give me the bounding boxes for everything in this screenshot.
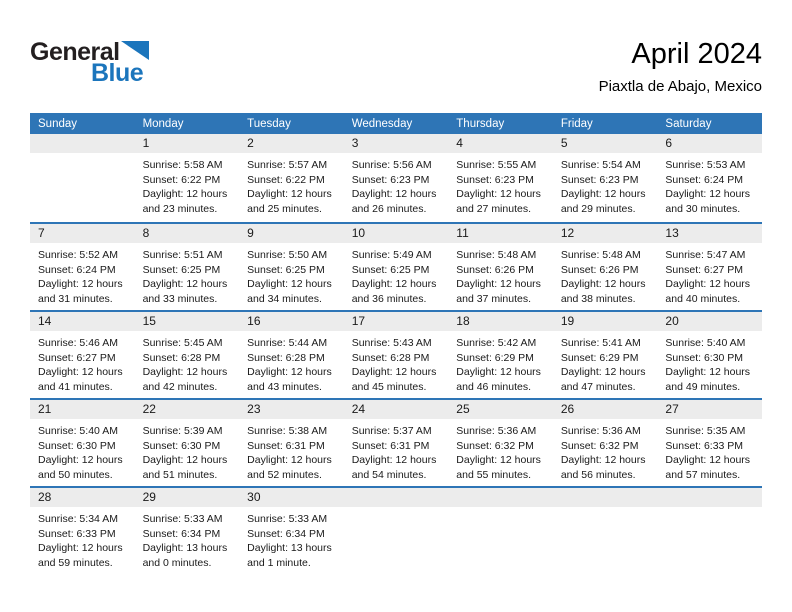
sunrise-text: Sunrise: 5:36 AM [560, 425, 641, 437]
sunrise-text: Sunrise: 5:48 AM [456, 249, 537, 261]
day-cell-2 [239, 134, 344, 222]
day-number: 27 [657, 400, 762, 419]
sunrise-text: Sunrise: 5:42 AM [456, 337, 537, 349]
daylight-text: Daylight: 12 hours and 31 minutes. [38, 278, 123, 305]
day-cell-empty [553, 488, 658, 586]
day-number: 11 [448, 224, 553, 243]
daylight-text: Daylight: 12 hours and 33 minutes. [142, 278, 228, 305]
day-cell-18 [448, 312, 553, 398]
daylight-text: Daylight: 12 hours and 30 minutes. [665, 188, 751, 215]
day-cell-6 [657, 134, 762, 222]
day-info [239, 153, 344, 216]
day-cell-13 [657, 224, 762, 310]
daylight-text: Daylight: 12 hours and 34 minutes. [247, 278, 332, 305]
day-cell-14 [30, 312, 135, 398]
daylight-text: Daylight: 12 hours and 50 minutes. [38, 454, 123, 481]
week-row [30, 222, 762, 310]
daylight-text: Daylight: 12 hours and 23 minutes. [142, 188, 228, 215]
day-number: 20 [657, 312, 762, 331]
sunrise-text: Sunrise: 5:40 AM [38, 425, 118, 437]
day-cell-8 [135, 224, 240, 310]
day-number: 18 [448, 312, 553, 331]
week-row [30, 398, 762, 486]
sunset-text: Sunset: 6:27 PM [665, 263, 744, 276]
day-cell-15 [135, 312, 240, 398]
day-cell-20 [657, 312, 762, 398]
sunrise-text: Sunrise: 5:52 AM [38, 249, 118, 261]
sunrise-text: Sunrise: 5:41 AM [560, 337, 641, 349]
sunset-text: Sunset: 6:28 PM [351, 351, 430, 364]
day-info [135, 243, 240, 306]
day-number [30, 134, 135, 153]
location-subtitle: Piaxtla de Abajo, Mexico [598, 78, 762, 95]
daylight-text: Daylight: 12 hours and 59 minutes. [38, 542, 123, 569]
sunset-text: Sunset: 6:33 PM [665, 439, 744, 452]
sunrise-text: Sunrise: 5:55 AM [456, 159, 537, 171]
daylight-text: Daylight: 12 hours and 52 minutes. [247, 454, 332, 481]
sunset-text: Sunset: 6:29 PM [456, 351, 534, 364]
sunset-text: Sunset: 6:31 PM [351, 439, 430, 452]
sunset-text: Sunset: 6:34 PM [247, 527, 325, 540]
day-cell-25 [448, 400, 553, 486]
daylight-text: Daylight: 12 hours and 36 minutes. [351, 278, 437, 305]
daylight-text: Daylight: 12 hours and 56 minutes. [560, 454, 646, 481]
daylight-text: Daylight: 12 hours and 57 minutes. [665, 454, 751, 481]
day-cell-5 [553, 134, 658, 222]
sunset-text: Sunset: 6:32 PM [560, 439, 639, 452]
day-info [553, 243, 658, 306]
daylight-text: Daylight: 12 hours and 29 minutes. [560, 188, 646, 215]
weekday-label-friday: Friday [560, 117, 593, 130]
week-row [30, 134, 762, 222]
sunset-text: Sunset: 6:27 PM [38, 351, 116, 364]
sunrise-text: Sunrise: 5:46 AM [38, 337, 118, 349]
daylight-text: Daylight: 12 hours and 43 minutes. [247, 366, 332, 393]
week-row [30, 310, 762, 398]
day-cell-empty [657, 488, 762, 586]
day-number: 24 [344, 400, 449, 419]
sunset-text: Sunset: 6:23 PM [560, 173, 639, 186]
sunrise-text: Sunrise: 5:34 AM [38, 513, 118, 525]
sunrise-text: Sunrise: 5:39 AM [142, 425, 223, 437]
day-number: 14 [30, 312, 135, 331]
weekday-label-wednesday: Wednesday [351, 117, 413, 130]
daylight-text: Daylight: 12 hours and 25 minutes. [247, 188, 332, 215]
day-info [553, 153, 658, 216]
daylight-text: Daylight: 12 hours and 42 minutes. [142, 366, 228, 393]
day-info [553, 331, 658, 394]
sunrise-text: Sunrise: 5:40 AM [665, 337, 746, 349]
sunset-text: Sunset: 6:30 PM [142, 439, 221, 452]
day-number: 21 [30, 400, 135, 419]
day-cell-12 [553, 224, 658, 310]
daylight-text: Daylight: 12 hours and 41 minutes. [38, 366, 123, 393]
day-number [344, 488, 449, 507]
day-number: 5 [553, 134, 658, 153]
day-info [135, 331, 240, 394]
sunrise-text: Sunrise: 5:58 AM [142, 159, 223, 171]
day-info [239, 419, 344, 482]
page-title: April 2024 [631, 38, 762, 70]
day-number: 15 [135, 312, 240, 331]
sunset-text: Sunset: 6:24 PM [665, 173, 744, 186]
daylight-text: Daylight: 12 hours and 54 minutes. [351, 454, 437, 481]
sunrise-text: Sunrise: 5:43 AM [351, 337, 432, 349]
day-info [448, 153, 553, 216]
day-info [448, 419, 553, 482]
daylight-text: Daylight: 12 hours and 37 minutes. [456, 278, 541, 305]
day-number [553, 488, 658, 507]
day-cell-28 [30, 488, 135, 586]
day-info [448, 331, 553, 394]
daylight-text: Daylight: 12 hours and 55 minutes. [456, 454, 541, 481]
day-info [448, 507, 553, 512]
day-cell-empty [30, 134, 135, 222]
sunset-text: Sunset: 6:29 PM [560, 351, 639, 364]
sunrise-text: Sunrise: 5:33 AM [142, 513, 223, 525]
weekday-label-saturday: Saturday [665, 117, 712, 130]
day-cell-7 [30, 224, 135, 310]
sunrise-text: Sunrise: 5:45 AM [142, 337, 223, 349]
day-cell-empty [448, 488, 553, 586]
sunrise-text: Sunrise: 5:49 AM [351, 249, 432, 261]
day-cell-17 [344, 312, 449, 398]
sunrise-text: Sunrise: 5:44 AM [247, 337, 328, 349]
daylight-text: Daylight: 12 hours and 47 minutes. [560, 366, 646, 393]
day-number: 2 [239, 134, 344, 153]
day-number: 10 [344, 224, 449, 243]
weekday-label-monday: Monday [142, 117, 184, 130]
weekday-label-sunday: Sunday [38, 117, 78, 130]
sunrise-text: Sunrise: 5:36 AM [456, 425, 537, 437]
day-cell-4 [448, 134, 553, 222]
day-number: 6 [657, 134, 762, 153]
day-cell-10 [344, 224, 449, 310]
sunset-text: Sunset: 6:30 PM [38, 439, 116, 452]
day-cell-23 [239, 400, 344, 486]
general-blue-logo [30, 36, 149, 86]
day-info [30, 331, 135, 394]
sunset-text: Sunset: 6:26 PM [456, 263, 534, 276]
day-number: 22 [135, 400, 240, 419]
weekday-header-row [30, 113, 762, 134]
day-cell-26 [553, 400, 658, 486]
day-number: 28 [30, 488, 135, 507]
daylight-text: Daylight: 12 hours and 38 minutes. [560, 278, 646, 305]
daylight-text: Daylight: 12 hours and 46 minutes. [456, 366, 541, 393]
day-cell-24 [344, 400, 449, 486]
day-info [344, 419, 449, 482]
sunrise-text: Sunrise: 5:54 AM [560, 159, 641, 171]
sunset-text: Sunset: 6:23 PM [351, 173, 430, 186]
day-cell-22 [135, 400, 240, 486]
day-number [657, 488, 762, 507]
day-number: 3 [344, 134, 449, 153]
daylight-text: Daylight: 12 hours and 45 minutes. [351, 366, 437, 393]
sunrise-text: Sunrise: 5:51 AM [142, 249, 223, 261]
daylight-text: Daylight: 12 hours and 27 minutes. [456, 188, 541, 215]
day-info [448, 243, 553, 306]
sunset-text: Sunset: 6:32 PM [456, 439, 534, 452]
sunset-text: Sunset: 6:26 PM [560, 263, 639, 276]
day-number: 26 [553, 400, 658, 419]
day-info [657, 507, 762, 512]
sunrise-text: Sunrise: 5:35 AM [665, 425, 746, 437]
day-info [657, 243, 762, 306]
day-number: 8 [135, 224, 240, 243]
day-info [30, 243, 135, 306]
day-info [239, 507, 344, 570]
daylight-text: Daylight: 13 hours and 0 minutes. [142, 542, 228, 569]
day-cell-29 [135, 488, 240, 586]
weekday-label-tuesday: Tuesday [247, 117, 291, 130]
sunrise-text: Sunrise: 5:38 AM [247, 425, 328, 437]
day-number: 4 [448, 134, 553, 153]
sunset-text: Sunset: 6:25 PM [247, 263, 325, 276]
sunset-text: Sunset: 6:25 PM [142, 263, 221, 276]
sunset-text: Sunset: 6:24 PM [38, 263, 116, 276]
sunrise-text: Sunrise: 5:33 AM [247, 513, 328, 525]
sunrise-text: Sunrise: 5:56 AM [351, 159, 432, 171]
day-info [344, 507, 449, 512]
day-cell-30 [239, 488, 344, 586]
day-number: 16 [239, 312, 344, 331]
day-info [657, 153, 762, 216]
week-row [30, 486, 762, 586]
page-header [30, 36, 762, 100]
sunset-text: Sunset: 6:22 PM [142, 173, 221, 186]
daylight-text: Daylight: 12 hours and 49 minutes. [665, 366, 751, 393]
day-info [30, 153, 135, 158]
sunset-text: Sunset: 6:30 PM [665, 351, 744, 364]
day-number: 23 [239, 400, 344, 419]
daylight-text: Daylight: 12 hours and 40 minutes. [665, 278, 751, 305]
day-cell-11 [448, 224, 553, 310]
day-number: 25 [448, 400, 553, 419]
sunset-text: Sunset: 6:31 PM [247, 439, 325, 452]
daylight-text: Daylight: 12 hours and 51 minutes. [142, 454, 228, 481]
sunset-text: Sunset: 6:25 PM [351, 263, 430, 276]
day-cell-27 [657, 400, 762, 486]
daylight-text: Daylight: 12 hours and 26 minutes. [351, 188, 437, 215]
day-cell-1 [135, 134, 240, 222]
logo-text-general: General [30, 38, 120, 66]
day-number: 17 [344, 312, 449, 331]
day-info [344, 331, 449, 394]
day-cell-19 [553, 312, 658, 398]
sunrise-text: Sunrise: 5:57 AM [247, 159, 328, 171]
sunrise-text: Sunrise: 5:37 AM [351, 425, 432, 437]
calendar [30, 113, 762, 586]
day-info [135, 153, 240, 216]
day-info [30, 507, 135, 570]
sunrise-text: Sunrise: 5:53 AM [665, 159, 746, 171]
sunset-text: Sunset: 6:33 PM [38, 527, 116, 540]
sunrise-text: Sunrise: 5:50 AM [247, 249, 328, 261]
day-info [239, 243, 344, 306]
day-number: 19 [553, 312, 658, 331]
sunset-text: Sunset: 6:23 PM [456, 173, 534, 186]
day-number [448, 488, 553, 507]
day-number: 7 [30, 224, 135, 243]
weekday-label-thursday: Thursday [456, 117, 505, 130]
day-number: 29 [135, 488, 240, 507]
logo-text-blue: Blue [91, 59, 144, 87]
day-number: 30 [239, 488, 344, 507]
sunset-text: Sunset: 6:34 PM [142, 527, 221, 540]
sunset-text: Sunset: 6:28 PM [247, 351, 325, 364]
title-block [599, 36, 762, 95]
day-info [344, 243, 449, 306]
day-cell-3 [344, 134, 449, 222]
sunrise-text: Sunrise: 5:48 AM [560, 249, 641, 261]
day-info [553, 419, 658, 482]
sunrise-text: Sunrise: 5:47 AM [665, 249, 746, 261]
day-info [135, 419, 240, 482]
day-number: 9 [239, 224, 344, 243]
day-info [657, 419, 762, 482]
day-info [344, 153, 449, 216]
daylight-text: Daylight: 13 hours and 1 minute. [247, 542, 332, 569]
day-number: 12 [553, 224, 658, 243]
day-info [135, 507, 240, 570]
day-cell-21 [30, 400, 135, 486]
day-cell-16 [239, 312, 344, 398]
sunset-text: Sunset: 6:22 PM [247, 173, 325, 186]
day-info [657, 331, 762, 394]
day-number: 1 [135, 134, 240, 153]
day-number: 13 [657, 224, 762, 243]
day-info [239, 331, 344, 394]
sunset-text: Sunset: 6:28 PM [142, 351, 221, 364]
day-cell-9 [239, 224, 344, 310]
calendar-weeks [30, 134, 762, 586]
day-cell-empty [344, 488, 449, 586]
day-info [553, 507, 658, 512]
day-info [30, 419, 135, 482]
